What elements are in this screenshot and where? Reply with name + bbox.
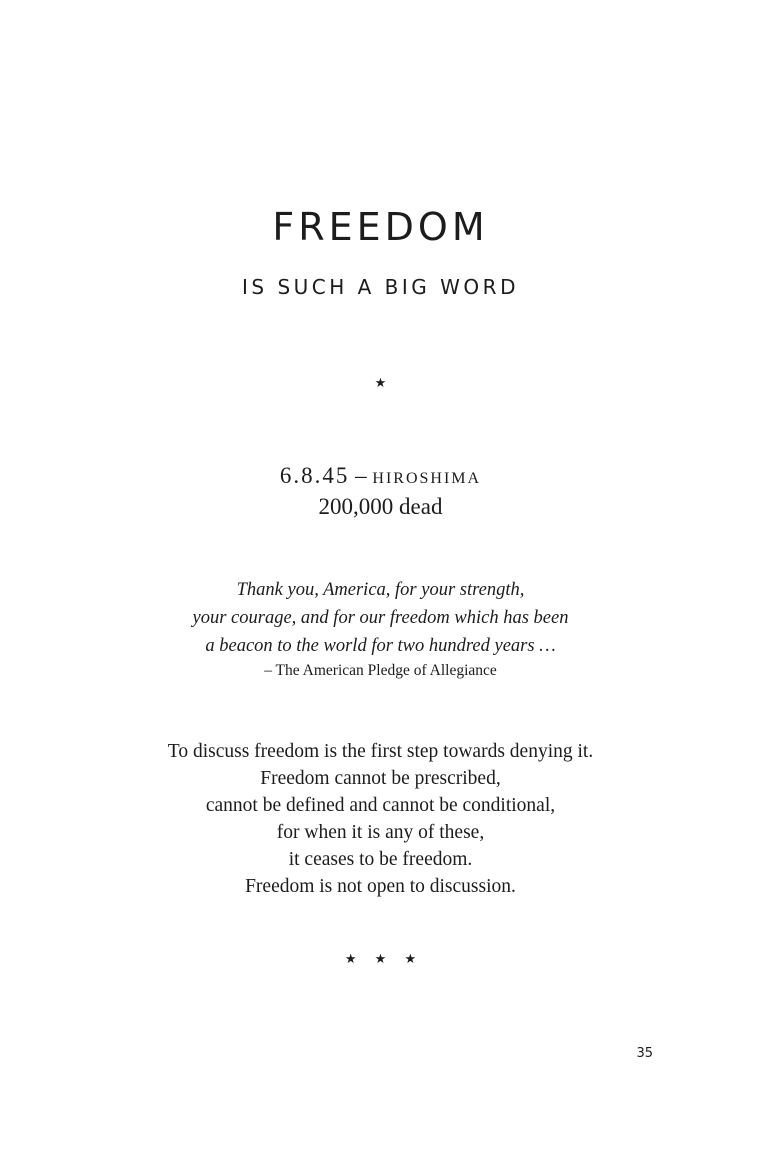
body-line: it ceases to be freedom. [288, 849, 473, 870]
body-line: cannot be defined and cannot be conditional, [205, 795, 556, 816]
body-line: Freedom cannot be prescribed, [260, 768, 501, 789]
epigraph-quote [0, 576, 761, 660]
body-line: To discuss freedom is the first step towards denying it. [167, 741, 594, 762]
dateline [0, 462, 761, 490]
body-paragraph [0, 738, 761, 900]
star-ornament-icon: ★ [374, 376, 387, 391]
body-line: for when it is any of these, [276, 822, 485, 843]
chapter-title: FREEDOM [272, 205, 489, 249]
quote-line: a beacon to the world for two hundred years … [205, 636, 556, 656]
body-line: Freedom is not open to discussion. [245, 876, 516, 897]
page-number: 35 [636, 1046, 653, 1061]
death-toll: 200,000 dead [318, 494, 443, 519]
triple-star-ornament-icon: ★ ★ ★ [344, 952, 417, 967]
event-place: hiroshima [372, 463, 482, 488]
event-date: 6.8.45 [279, 463, 350, 488]
quote-line: your courage, and for our freedom which has been [192, 608, 569, 628]
quote-attribution: – The American Pledge of Allegiance [264, 662, 497, 679]
chapter-subtitle: IS SUCH A BIG WORD [242, 275, 519, 299]
quote-line: Thank you, America, for your strength, [236, 580, 525, 600]
dateline-separator: – [349, 463, 373, 488]
